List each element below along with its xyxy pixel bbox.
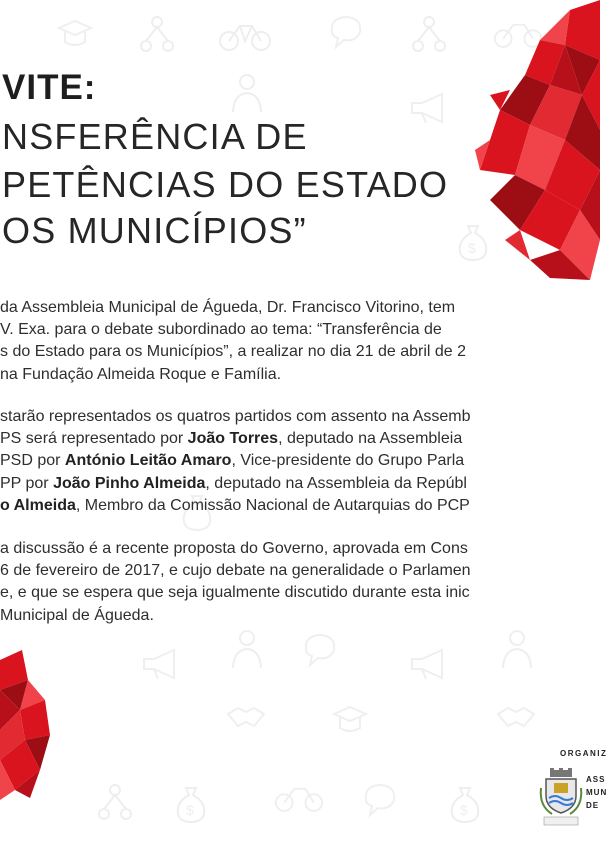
organizer-name-line: ASS	[586, 775, 606, 784]
paragraph-line	[0, 495, 598, 517]
organizer-label: ORGANIZ	[560, 749, 607, 758]
organizer-name-line: DE	[586, 801, 600, 810]
text-span: PSD por	[0, 452, 65, 470]
paragraph-line	[0, 450, 598, 472]
speaker-name: João Torres	[187, 430, 279, 448]
paragraph-invitation	[0, 297, 598, 386]
paragraph-line: s do Estado para os Municípios”, a realizar no dia 21 de abril de 2	[0, 343, 467, 361]
crest-caption	[540, 816, 582, 826]
svg-text:$: $	[186, 802, 194, 818]
organizer-name-line: MUN	[586, 788, 607, 797]
paragraph-speakers	[0, 406, 598, 517]
text-span: , deputado na Assembleia da Repúbl	[205, 474, 467, 492]
paragraph-line: Municipal de Águeda.	[0, 606, 154, 624]
organizer-name	[586, 773, 607, 812]
text-span: , Vice-presidente do Grupo Parla	[231, 452, 465, 470]
title-line-1: NSFERÊNCIA DE	[2, 116, 308, 157]
svg-text:$: $	[460, 802, 468, 818]
paragraph-line	[0, 473, 598, 495]
paragraph-line: e, e que se espera que seja igualmente discutido durante esta inic	[0, 584, 470, 602]
svg-text:$: $	[468, 240, 476, 256]
paragraph-line	[0, 428, 598, 450]
text-span: , deputado na Assembleia	[278, 430, 463, 448]
municipal-crest-icon	[540, 768, 582, 818]
title-line-2: PETÊNCIAS DO ESTADO	[2, 164, 449, 205]
title-line-3: OS MUNICÍPIOS”	[2, 210, 307, 251]
invite-heading: VITE:	[2, 68, 97, 107]
text-span: PS será representado por	[0, 430, 188, 448]
paragraph-line: a discussão é a recente proposta do Governo, aprovada em Cons	[0, 540, 468, 557]
paragraph-line: da Assembleia Municipal de Águeda, Dr. Francisco Vitorino, tem	[0, 299, 456, 316]
paragraph-line: V. Exa. para o debate subordinado ao tema: “Transferência de	[0, 321, 442, 339]
paragraph-line: na Fundação Almeida Roque e Família.	[0, 365, 282, 383]
text-span: PP por	[0, 474, 54, 492]
paragraph-line: 6 de fevereiro de 2017, e cujo debate na generalidade o Parlamen	[0, 562, 471, 580]
speaker-name: o Almeida	[0, 496, 76, 514]
text-span: , Membro da Comissão Nacional de Autarquias do PCP	[75, 496, 470, 514]
paragraph-line: starão representados os quatros partidos com assento na Assemb	[0, 408, 471, 425]
speaker-name: João Pinho Almeida	[53, 474, 206, 492]
speaker-name: António Leitão Amaro	[64, 452, 232, 470]
paragraph-context	[0, 538, 598, 627]
